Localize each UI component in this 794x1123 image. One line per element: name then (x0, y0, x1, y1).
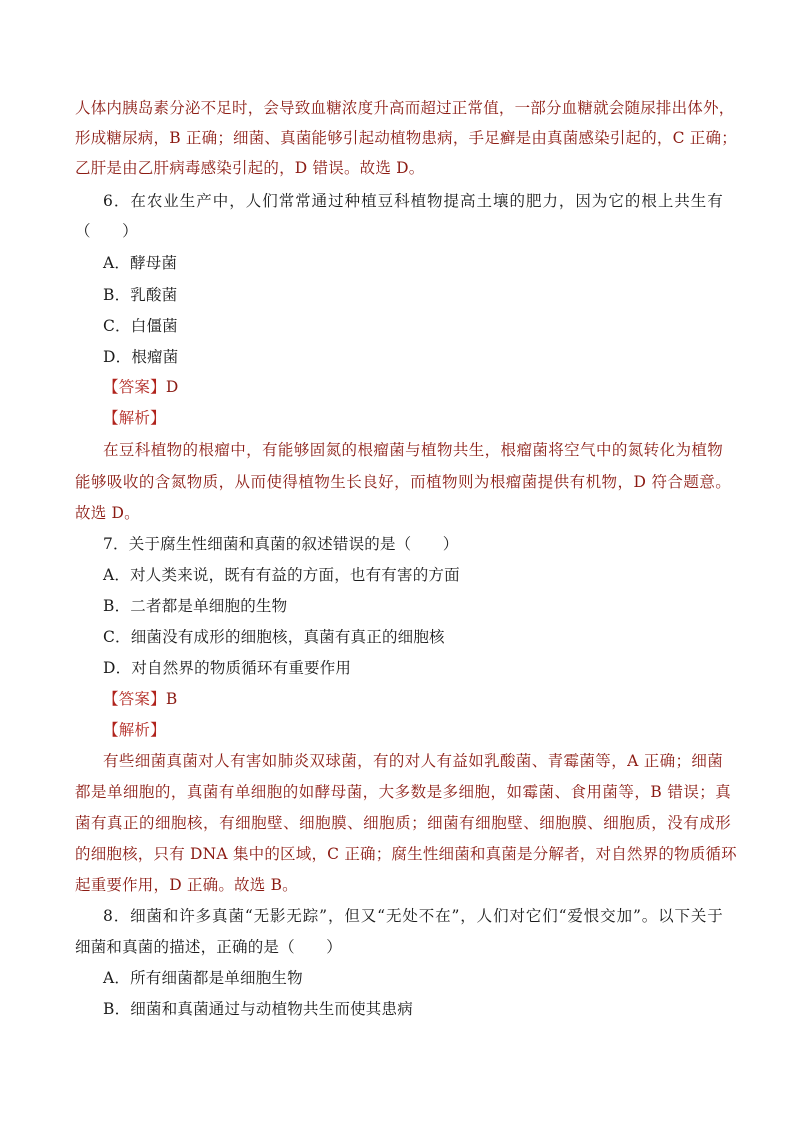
q6-option-d: D．根瘤菌 (103, 348, 179, 366)
q6-answer (103, 377, 178, 397)
q6-option-c: C．白僵菌 (103, 317, 178, 335)
q7-answer-label: 【答案】 (103, 690, 166, 708)
q7-analysis-line-1: 有些细菌真菌对人有害如肺炎双球菌，有的对人有益如乳酸菌、青霉菌等，A 正确；细菌 (103, 752, 723, 770)
q7-stem: 7．关于腐生性细菌和真菌的叙述错误的是（ ） (103, 535, 459, 553)
q7-analysis-line-3: 菌有真正的细胞核，有细胞壁、细胞膜、细胞质；细菌有细胞壁、细胞膜、细胞质，没有成形 (75, 814, 731, 832)
prev-analysis-line-1: 人体内胰岛素分泌不足时，会导致血糖浓度升高而超过正常值，一部分血糖就会随尿排出体外， (75, 99, 735, 117)
q7-answer (103, 689, 177, 709)
q6-answer-label: 【答案】 (103, 378, 166, 396)
q6-stem-line-2: （ ） (75, 222, 138, 240)
q8-stem-line-2: 细菌和真菌的描述，正确的是（ ） (75, 938, 342, 956)
prev-analysis-line-3: 乙肝是由乙肝病毒感染引起的，D 错误。故选 D。 (75, 159, 425, 177)
q6-analysis-line-2: 能够吸收的含氮物质，从而使得植物生长良好，而植物则为根瘤菌提供有机物，D 符合题意。 (75, 473, 731, 491)
q6-analysis-label: 【解析】 (103, 409, 166, 427)
q7-option-d: D．对自然界的物质循环有重要作用 (103, 659, 352, 677)
q6-analysis-line-1: 在豆科植物的根瘤中，有能够固氮的根瘤菌与植物共生，根瘤菌将空气中的氮转化为植物 (103, 441, 723, 459)
q6-analysis-line-3: 故选 D。 (75, 504, 140, 522)
q6-answer-value: D (165, 378, 179, 396)
q6-stem-line-1: 6．在农业生产中，人们常常通过种植豆科植物提高土壤的肥力，因为它的根上共生有 (103, 192, 723, 210)
q7-answer-value: B (165, 690, 178, 708)
q8-option-a: A．所有细菌都是单细胞生物 (103, 969, 303, 987)
q7-analysis-label: 【解析】 (103, 721, 166, 739)
q8-option-b: B．细菌和真菌通过与动植物共生而使其患病 (103, 1000, 413, 1018)
prev-analysis-line-2: 形成糖尿病，B 正确；细菌、真菌能够引起动植物患病，手足癣是由真菌感染引起的，C 正确； (75, 129, 737, 147)
q7-option-b: B．二者都是单细胞的生物 (103, 597, 288, 615)
q6-option-a: A．酵母菌 (103, 254, 178, 272)
q7-analysis-line-2: 都是单细胞的，真菌有单细胞的如酵母菌，大多数是多细胞，如霉菌、食用菌等，B 错误；真 (75, 783, 731, 801)
q6-option-b: B．乳酸菌 (103, 286, 178, 304)
q7-analysis-line-4: 的细胞核，只有 DNA 集中的区域，C 正确；腐生性细菌和真菌是分解者，对自然界的物质循环 (75, 845, 737, 863)
q7-option-a: A．对人类来说，既有有益的方面，也有有害的方面 (103, 566, 460, 584)
q8-stem-line-1: 8．细菌和许多真菌“无影无踪”，但又“无处不在”，人们对它们“爱恨交加”。以下关于 (103, 907, 723, 925)
q7-option-c: C．细菌没有成形的细胞核，真菌有真正的细胞核 (103, 628, 445, 646)
q7-analysis-line-5: 起重要作用，D 正确。故选 B。 (75, 876, 298, 894)
